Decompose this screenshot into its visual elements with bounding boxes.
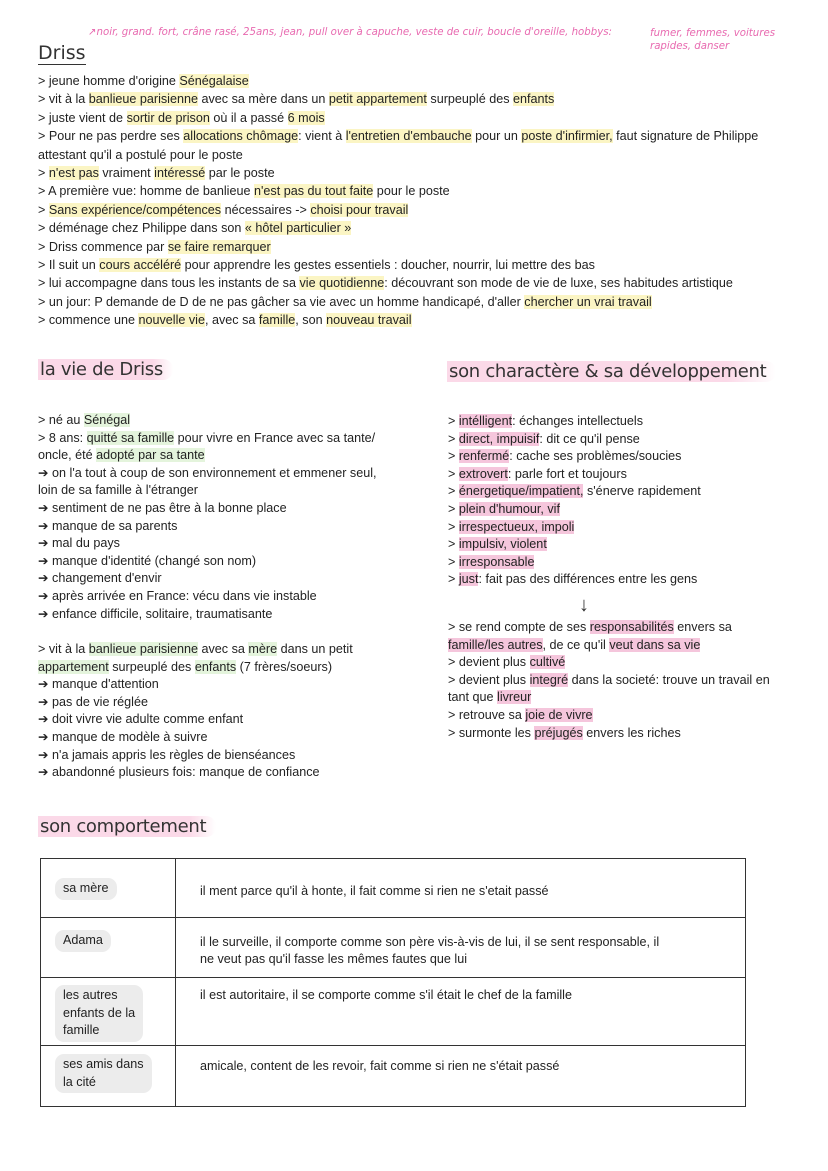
table-row — [41, 859, 746, 918]
vie-line: ➔ sentiment de ne pas être à la bonne place — [38, 500, 287, 515]
page-title: Driss — [38, 42, 86, 64]
section-heading-comportement: son comportement — [38, 816, 216, 837]
trait-line: > plein d'humour, vif — [448, 501, 560, 516]
annotation-arrow-icon: ↗ — [88, 27, 97, 38]
intro-line: > commence une nouvelle vie, avec sa famille, son nouveau travail — [38, 313, 412, 328]
vie-line: ➔ pas de vie réglée — [38, 694, 148, 709]
trait-line: > irrespectueux, impoli — [448, 519, 575, 534]
vie-line: ➔ changement d'envir — [38, 571, 162, 586]
vie-line: ➔ on l'a tout à coup de son environnement et emmener seul, — [38, 465, 377, 480]
intro-line: > n'est pas vraiment intéressé par le poste — [38, 166, 275, 181]
evolution-line: > surmonte les préjugés envers les riches — [448, 725, 681, 740]
trait-line: > extrovert: parle fort et toujours — [448, 466, 627, 481]
table-row — [41, 1046, 746, 1107]
trait-line: > just: fait pas des différences entre les gens — [448, 572, 698, 587]
arrow-down-icon: ↓ — [579, 594, 589, 616]
vie-line: oncle, été adopté par sa tante — [38, 448, 205, 463]
section-heading-vie: la vie de Driss — [38, 359, 173, 380]
vie-line: > 8 ans: quitté sa famille pour vivre en France avec sa tante/ — [38, 430, 376, 445]
evolution-line: > devient plus cultivé — [448, 655, 566, 670]
evolution-line: famille/les autres, de ce qu'il veut dans sa vie — [448, 637, 701, 652]
vie-line: ➔ enfance difficile, solitaire, traumatisante — [38, 606, 273, 621]
table-cell-who: sa mère — [41, 859, 176, 918]
vie-line: ➔ manque de modèle à suivre — [38, 729, 208, 744]
section-heading-caractere: son charactère & sa développement — [447, 361, 776, 382]
intro-line: > Sans expérience/compétences nécessaires -> choisi pour travail — [38, 202, 409, 217]
vie-line: ➔ après arrivée en France: vécu dans vie instable — [38, 588, 317, 603]
vie-line: > né au Sénégal — [38, 413, 131, 427]
vie-line: ➔ manque d'attention — [38, 677, 159, 692]
vie-line: ➔ manque d'identité (changé son nom) — [38, 553, 257, 568]
intro-line: attestant qu'il a postulé pour le poste — [38, 147, 243, 162]
intro-line: > vit à la banlieue parisienne avec sa mère dans un petit appartement surpeuplé des enfants — [38, 92, 555, 107]
evolution-line: tant que livreur — [448, 690, 532, 705]
trait-line: > intélligent: échanges intellectuels — [448, 414, 643, 428]
vie-line: ➔ mal du pays — [38, 536, 120, 551]
table-row — [41, 978, 746, 1046]
trait-line: > impulsiv, violent — [448, 537, 547, 552]
table-cell-who: les autres enfants de la famille — [41, 978, 176, 1046]
caractere-evolution — [448, 619, 808, 742]
vie-line: > vit à la banlieue parisienne avec sa mère dans un petit — [38, 642, 353, 656]
vie-line: appartement surpeuplé des enfants (7 frères/soeurs) — [38, 659, 333, 674]
table-cell-who: ses amis dans la cité — [41, 1046, 176, 1107]
intro-list — [38, 72, 798, 330]
intro-line: > Pour ne pas perdre ses allocations chômage: vient à l'entretien d'embauche pour un poste d'infirmier, faut signature de Philippe — [38, 129, 759, 144]
vie-block2 — [38, 641, 418, 782]
table-row — [41, 918, 746, 978]
table-cell-what: il ment parce qu'il à honte, il fait comme si rien ne s'etait passé — [176, 859, 746, 918]
comportement-table — [40, 858, 746, 1107]
table-cell-who: Adama — [41, 918, 176, 978]
trait-line: > direct, impuisif: dit ce qu'il pense — [448, 431, 640, 446]
annotation-hobbys: fumer, femmes, voitures rapides, danser — [650, 28, 776, 52]
caractere-traits — [448, 413, 808, 589]
trait-line: > énergetique/impatient, s'énerve rapidement — [448, 484, 701, 499]
vie-line: loin de sa famille à l'étranger — [38, 483, 198, 498]
intro-line: > lui accompagne dans tous les instants de sa vie quotidienne: découvrant son mode de vie de luxe, ses habitudes artistique — [38, 276, 733, 291]
intro-line: > juste vient de sortir de prison où il a passé 6 mois — [38, 110, 325, 125]
intro-line: > jeune homme d'origine Sénégalaise — [38, 74, 249, 88]
vie-line: ➔ manque de sa parents — [38, 518, 178, 533]
vie-line: ➔ n'a jamais appris les règles de bienséances — [38, 747, 296, 762]
trait-line: > irresponsable — [448, 554, 535, 569]
handwritten-annotation: ↗noir, grand. fort, crâne rasé, 25ans, jean, pull over à capuche, veste de cuir, boucle d'oreille, hobbys: — [88, 27, 612, 38]
evolution-line: > se rend compte de ses responsabilités envers sa — [448, 620, 732, 634]
intro-line: > Il suit un cours accéléré pour apprendre les gestes essentiels : doucher, nourrir, lui mettre des bas — [38, 258, 595, 273]
intro-line: > A première vue: homme de banlieue n'est pas du tout faite pour le poste — [38, 184, 450, 199]
trait-line: > renfermé: cache ses problèmes/soucies — [448, 449, 682, 464]
vie-line: ➔ doit vivre vie adulte comme enfant — [38, 712, 244, 727]
intro-line: > déménage chez Philippe dans son « hôtel particulier » — [38, 221, 352, 236]
evolution-line: > retrouve sa joie de vivre — [448, 707, 593, 722]
intro-line: > un jour: P demande de D de ne pas gâcher sa vie avec un homme handicapé, d'aller chercher un vrai travail — [38, 294, 652, 309]
intro-line: > Driss commence par se faire remarquer — [38, 239, 271, 254]
vie-line: ➔ abandonné plusieurs fois: manque de confiance — [38, 765, 320, 780]
table-cell-what: il le surveille, il comporte comme son père vis-à-vis de lui, il se sent responsable, il ne veut pas qu'il fasse les mêmes fautes que lui — [176, 918, 746, 978]
evolution-line: > devient plus integré dans la societé: trouve un travail en — [448, 672, 770, 687]
vie-block1 — [38, 412, 418, 623]
table-cell-what: amicale, content de les revoir, fait comme si rien ne s'était passé — [176, 1046, 746, 1107]
table-cell-what: il est autoritaire, il se comporte comme s'il était le chef de la famille — [176, 978, 746, 1046]
